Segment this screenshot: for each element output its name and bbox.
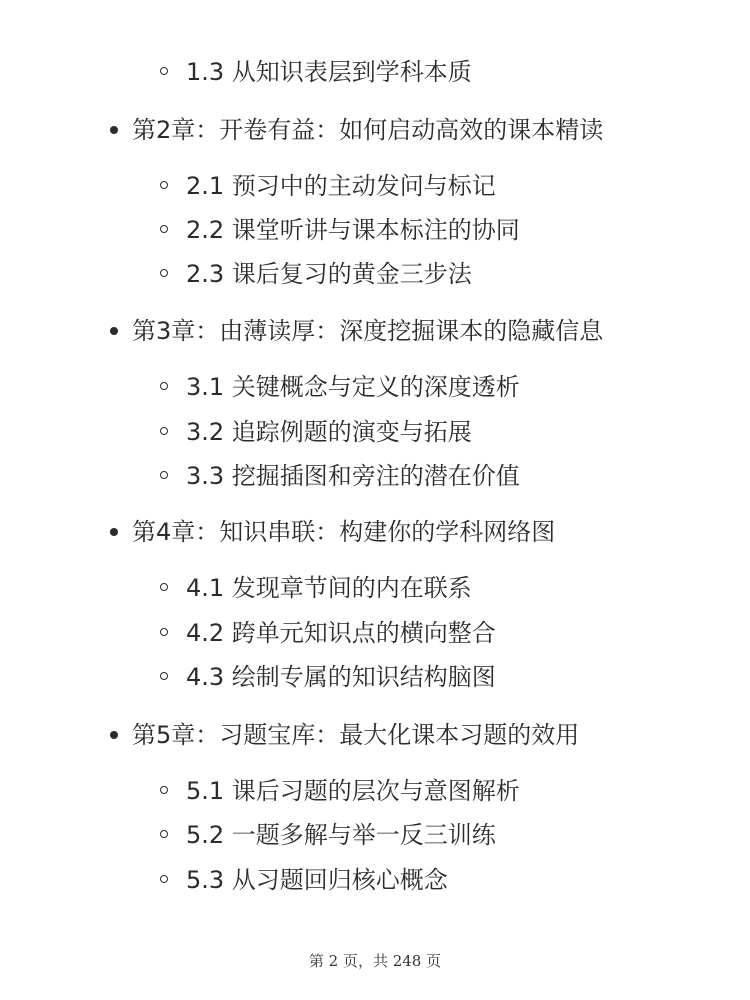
toc-chapter-label: 第4章：知识串联：构建你的学科网络图	[132, 518, 556, 546]
toc-section	[186, 660, 496, 694]
filled-bullet-icon	[110, 528, 118, 536]
filled-bullet-icon	[110, 126, 118, 134]
toc-section	[186, 616, 496, 650]
hollow-bullet-icon	[160, 875, 168, 883]
toc-chapter-label: 第3章：由薄读厚：深度挖掘课本的隐藏信息	[132, 317, 604, 345]
toc-section	[186, 257, 472, 291]
hollow-bullet-icon	[160, 830, 168, 838]
toc-section-label: 2.1 预习中的主动发问与标记	[186, 172, 496, 200]
hollow-bullet-icon	[160, 269, 168, 277]
toc-section	[186, 55, 472, 89]
hollow-bullet-icon	[160, 427, 168, 435]
hollow-bullet-icon	[160, 181, 168, 189]
toc-section	[186, 169, 496, 203]
filled-bullet-icon	[110, 731, 118, 739]
toc-section	[186, 863, 448, 897]
toc-section-label: 3.1 关键概念与定义的深度透析	[186, 373, 520, 401]
toc-chapter-label: 第5章：习题宝库：最大化课本习题的效用	[132, 721, 580, 749]
hollow-bullet-icon	[160, 628, 168, 636]
hollow-bullet-icon	[160, 382, 168, 390]
toc-section	[186, 459, 520, 493]
toc-section-label: 5.3 从习题回归核心概念	[186, 866, 448, 894]
toc-section	[186, 213, 520, 247]
toc-section	[186, 818, 496, 852]
toc-section-label: 2.3 课后复习的黄金三步法	[186, 260, 472, 288]
toc-chapter	[132, 718, 579, 752]
toc-section-label: 4.2 跨单元知识点的横向整合	[186, 619, 496, 647]
toc-section	[186, 774, 520, 808]
toc-section-label: 1.3 从知识表层到学科本质	[186, 58, 472, 86]
hollow-bullet-icon	[160, 225, 168, 233]
hollow-bullet-icon	[160, 471, 168, 479]
toc-section-label: 2.2 课堂听讲与课本标注的协同	[186, 216, 520, 244]
toc-section	[186, 370, 520, 404]
toc-chapter	[132, 515, 555, 549]
toc-section-label: 3.2 追踪例题的演变与拓展	[186, 418, 472, 446]
toc-section-label: 3.3 挖掘插图和旁注的潜在价值	[186, 462, 520, 490]
toc-section-label: 4.1 发现章节间的内在联系	[186, 574, 472, 602]
hollow-bullet-icon	[160, 786, 168, 794]
page-number-footer: 第 2 页，共 248 页	[308, 952, 442, 970]
toc-section-label: 4.3 绘制专属的知识结构脑图	[186, 663, 496, 691]
toc-section-label: 5.2 一题多解与举一反三训练	[186, 821, 496, 849]
hollow-bullet-icon	[160, 67, 168, 75]
toc-section	[186, 415, 472, 449]
hollow-bullet-icon	[160, 583, 168, 591]
toc-chapter	[132, 314, 603, 348]
toc-chapter-label: 第2章：开卷有益：如何启动高效的课本精读	[132, 116, 604, 144]
hollow-bullet-icon	[160, 672, 168, 680]
toc-chapter	[132, 113, 603, 147]
toc-section	[186, 571, 472, 605]
filled-bullet-icon	[110, 327, 118, 335]
toc-section-label: 5.1 课后习题的层次与意图解析	[186, 777, 520, 805]
